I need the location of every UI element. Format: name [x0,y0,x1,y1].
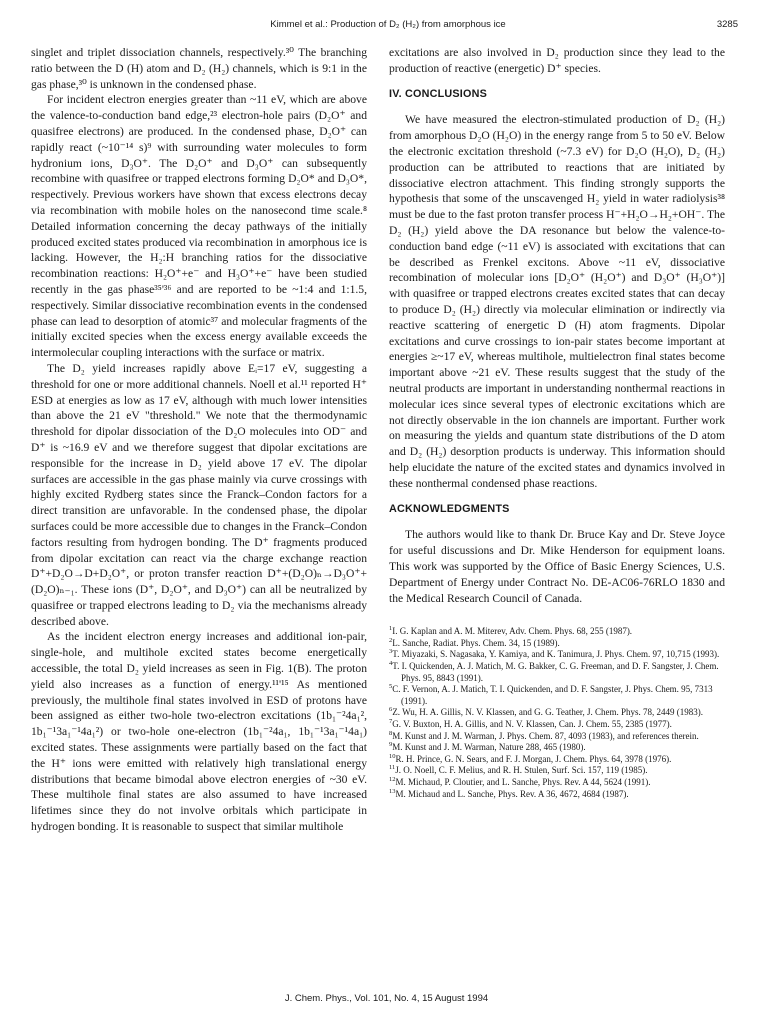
reference-item: $^{11}$J. O. Noell, C. F. Melius, and R. H. Stulen, Surf. Sci. 157, 119 (1985). [389,764,648,776]
reference-item: $^3$T. Miyazaki, S. Nagasaka, Y. Kamiya, and K. Tanimura, J. Phys. Chem. 97, 10,715 (1993). [389,648,720,660]
journal-footer: J. Chem. Phys., Vol. 101, No. 4, 15 August 1994 [284,993,489,1004]
reference-item: $^{13}$M. Michaud and L. Sanche, Phys. Rev. A 36, 4672, 4684 (1987). [389,787,629,799]
reference-list [389,626,725,800]
reference-item: $^8$M. Kunst and J. M. Warman, J. Phys. Chem. 87, 4093 (1983), and references therein. [389,729,699,741]
reference-item: $^1$I. G. Kaplan and A. M. Miterev, Adv. Chem. Phys. 68, 255 (1987). [389,625,633,637]
paragraph: For incident electron energies greater than ~11 eV, which are above the valence-to-conduction band edge,²³ electron-hole pairs (D₂O⁺ and quasifree electrons) are produced. In the condensed phase, D₂O⁺ can rapidly react (~10⁻¹⁴ s)⁹ with surrounding water molecules to form hydronium ions, D₃O⁺. The D₂O⁺ and D₃O⁺ can subsequently recombine with quasifree or trapped electrons forming D₂O* and D₃O*, respectively. Previous workers have shown that excess electrons decay via recombination with mobile holes on the nanosecond time scale.⁸ Detailed information concerning the decay pathways of the initially produced excited states produced via recombination in amorphous ice is lacking. However, the H₂:H branching ratios for the dissociative recombination reactions: H₂O⁺+e⁻ and H₃O⁺+e⁻ have been studied recently in the gas phase³⁵'³⁶ and are reported to be ~1:4 and 1:1.5, respectively. Similar dissociative recombination events in the condensed phase can lead to desorption of atomic³⁷ and molecular fragments of the initially excited species when the excess energy available exceeds the intermolecular coupling interactions with the surface or matrix. [31,93,368,360]
reference-item: $^7$G. V. Buxton, H. A. Gillis, and N. V. Klassen, Can. J. Chem. 55, 2385 (1977). [389,718,672,730]
paragraph: As the incident electron energy increases and additional ion-pair, single-hole, and multihole excited states become energetically accessible, the total D₂ yield increases as seen in Fig. 1(B). The proton yield also increases as a function of energy.¹¹'¹⁵ As mentioned previously, the multihole final states involved in ESD of protons have been assigned as either two-hole two-electron excitations (1b₁⁻²4a₁², 1b₁⁻¹3a₁⁻¹4a₁²) or two-hole one-electron (1b₁⁻²4a₁, 1b₁⁻¹3a₁⁻¹4a₁) excited states. These assignments were partially based on the fact that the H⁺ ions were emitted with relatively high translational energy distributions that became bimodal above electron energies of ~30 eV. These multihole final states are also assumed to have increased lifetimes since they do not involve orbitals which participate in hydrogen bonding. It is reasonable to suspect that similar multihole [31,630,367,834]
acknowledgments-heading: ACKNOWLEDGMENTS [389,502,510,515]
running-title: Kimmel et al.: Production of D₂ (H₂) from amorphous ice [270,19,506,30]
reference-item: $^5$C. F. Vernon, A. J. Matich, T. I. Quickenden, and D. F. Sangster, J. Phys. Chem. 95, 7313 (1991). [389,683,713,706]
reference-item: $^4$T. I. Quickenden, A. J. Matich, M. G. Bakker, C. G. Freeman, and D. F. Sangster, J. Chem. Phys. 95, 8843 (1991). [389,660,719,683]
reference-item: $^2$L. Sanche, Radiat. Phys. Chem. 34, 15 (1989). [389,636,560,648]
conclusions-text: We have measured the electron-stimulated production of D₂ (H₂) from amorphous D₂O (H₂O) in the energy range from 5 to 50 eV. Below the electronic excitation threshold (~7.3 eV) for D₂O (H₂O), D₂ (H₂) production can be attributed to reactions that are initiated by dissociative electron attachment. This finding strongly supports the hypothesis that some of the unscavenged H₂ yield in water radiolysis³⁸ must be due to the fast proton transfer process H⁻+H₂O→H₂+OH⁻. The D₂ (H₂) yield above the DA resonance but below the valence-to-conduction band edge (~11 eV) is associated with excitations that can be described as Frenkel excitons. Above ~11 eV, dissociative recombination of molecular ions [D₂O⁺ (H₂O⁺) and D₃O⁺ (H₃O⁺)] with quasifree or trapped electrons creates excited states that can decay to produce D₂ (H₂) directly via molecular elimination or indirectly via reactive scattering of energetic D (H) atom fragments. Dipolar excitations and curve crossings to ion-pair states become important at energies ≥~17 eV, whereas multihole, multielectron final states become important above ~21 eV. These results suggest that the study of the neutral products are important in understanding nonthermal reactions in molecular ices since several types of electronic excitations which are not directly observable in the ion channels are important. Further work on measuring the yields and quantum state distributions of the D atom and D₂ (H₂) desorption products is underway. This information should help elucidate the nature of the excited states and dynamics involved in these nonthermal condensed phase reactions. [389,113,725,490]
left-column [31,45,367,835]
conclusions-heading: IV. CONCLUSIONS [389,87,487,100]
paragraph: The D₂ yield increases rapidly above Eᵢ=17 eV, suggesting a threshold for one or more additional channels. Noell et al.¹¹ reported H⁺ ESD at energies as low as 17 eV, although with much lower intensities than above the 21 eV "threshold." We note that the thermodynamic threshold for dipolar dissociation of the D₂O molecules into OD⁻ and D⁺ is ~16.9 eV and we therefore suggest that dipolar excitations are responsible for the increase in D₂ yield above 17 eV. The dipolar surfaces are accessible in the gas phase mainly via curve crossings with highly excited Rydberg states since the Franck–Condon factors for a direct transition are unfavorable. In the condensed phase, the dipolar surfaces could be more accessible due to changes in the Franck–Condon factors resulting from hydrogen bonding. The D⁺ fragments produced from dipolar excitation can react via the charge exchange reaction D⁺+D₂O→D+D₂O⁺, or proton transfer reaction D⁺+(D₂O)ₙ→D₃O⁺+(D₂O)ₙ₋₁. These ions (D⁺, D₂O⁺, and D₃O⁺) can all be neutralized by quasifree or trapped electrons leading to D₂ via the mechanisms already described above. [31,361,367,628]
reference-item: $^{10}$R. H. Prince, G. N. Sears, and F. J. Morgan, J. Chem. Phys. 64, 3978 (1976). [389,752,672,764]
acknowledgments-text: The authors would like to thank Dr. Bruce Kay and Dr. Steve Joyce for useful discussions and Dr. Mike Henderson for equipment loans. This work was supported by the Office of Basic Energy Sciences, U.S. Department of Energy under Contract No. DE-AC06-76RLO 1830 and the Medical Research Council of Canada. [389,528,725,605]
reference-item: $^{12}$M. Michaud, P. Cloutier, and L. Sanche, Phys. Rev. A 44, 5624 (1991). [389,776,651,788]
reference-item: $^9$M. Kunst and J. M. Warman, Nature 288, 465 (1980). [389,741,586,753]
right-column [389,45,725,800]
paragraph: singlet and triplet dissociation channels, respectively.³⁰ The branching ratio between the D (H) atom and D₂ (H₂) channels, which is 9:1 in the gas phase,³⁰ is unknown in the condensed phase. [31,46,367,91]
paragraph: excitations are also involved in D₂ production since they lead to the production of reactive (energetic) D⁺ species. [389,46,725,75]
page-number: 3285 [716,19,738,30]
reference-item: $^6$Z. Wu, H. A. Gillis, N. V. Klassen, and G. G. Teather, J. Chem. Phys. 78, 2449 (1983). [389,706,703,718]
